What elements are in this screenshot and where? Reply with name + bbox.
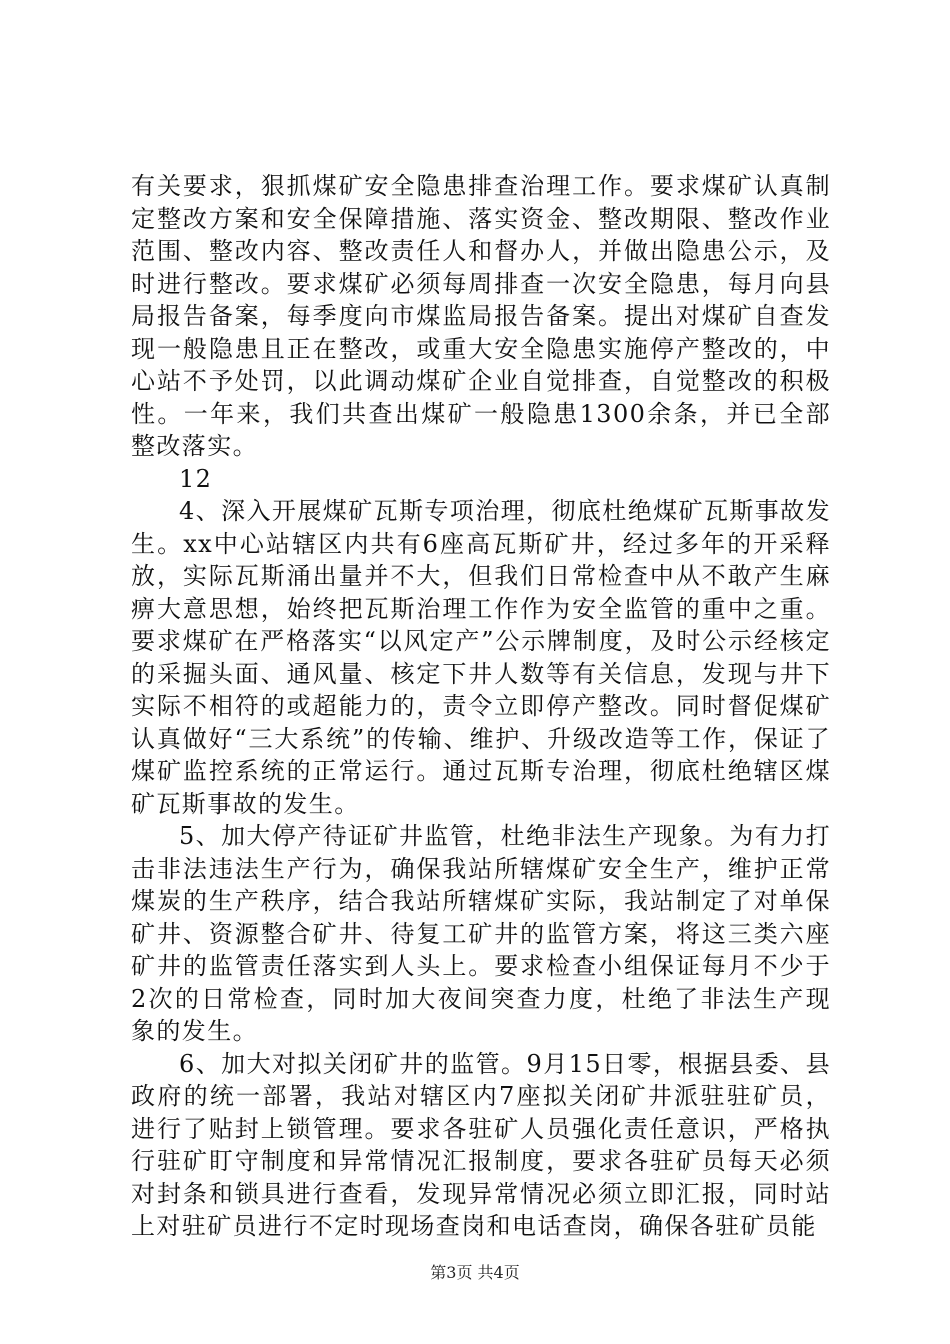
paragraph-suspended-mines: 5、加大停产待证矿井监管，杜绝非法生产现象。为有力打击非法违法生产行为，确保我站所辖煤矿安全生产，维护正常煤炭的生产秩序，结合我站所辖煤矿实际，我站制定了对单保矿井、资源整合矿井、待复工矿井的监管方案，将这三类六座矿井的监管责任落实到人头上。要求检查小组保证每月不少于2次的日常检查，同时加大夜间突查力度，杜绝了非法生产现象的发生。: [131, 822, 831, 1045]
paragraph-number-marker: 12: [179, 464, 213, 493]
paragraph-gas-control: 4、深入开展煤矿瓦斯专项治理，彻底杜绝煤矿瓦斯事故发生。xx中心站辖区内共有6座高瓦斯矿井，经过多年的开采释放，实际瓦斯涌出量并不大，但我们日常检查中从不敢产生麻痹大意思想，始终把瓦斯治理工作作为安全监管的重中之重。要求煤矿在严格落实“以风定产”公示牌制度，及时公示经核定的采掘头面、通风量、核定下井人数等有关信息，发现与井下实际不相符的或超能力的，责令立即停产整改。同时督促煤矿认真做好“三大系统”的传输、维护、升级改造等工作，保证了煤矿监控系统的正常运行。通过瓦斯专治理，彻底杜绝辖区煤矿瓦斯事故的发生。: [131, 497, 831, 818]
paragraph-hazard-rectification: 有关要求，狠抓煤矿安全隐患排查治理工作。要求煤矿认真制定整改方案和安全保障措施、落实资金、整改期限、整改作业范围、整改内容、整改责任人和督办人，并做出隐患公示，及时进行整改。要求煤矿必须每周排查一次安全隐患，每月向县局报告备案，每季度向市煤监局报告备案。提出对煤矿自查发现一般隐患且正在整改，或重大安全隐患实施停产整改的，中心站不予处罚，以此调动煤矿企业自觉排查，自觉整改的积极性。一年来，我们共查出煤矿一般隐患1300余条，并已全部整改落实。: [131, 172, 831, 460]
document-body: [131, 170, 831, 1243]
page-number-footer: 第3页 共4页: [430, 1263, 520, 1282]
paragraph-closing-mines: 6、加大对拟关闭矿井的监管。9月15日零，根据县委、县政府的统一部署，我站对辖区内7座拟关闭矿井派驻驻矿员，进行了贴封上锁管理。要求各驻矿人员强化责任意识，严格执行驻矿盯守制度和异常情况汇报制度，要求各驻矿员每天必须对封条和锁具进行查看，发现异常情况必须立即汇报，同时站上对驻矿员进行不定时现场查岗和电话查岗，确保各驻矿员能: [131, 1049, 831, 1240]
